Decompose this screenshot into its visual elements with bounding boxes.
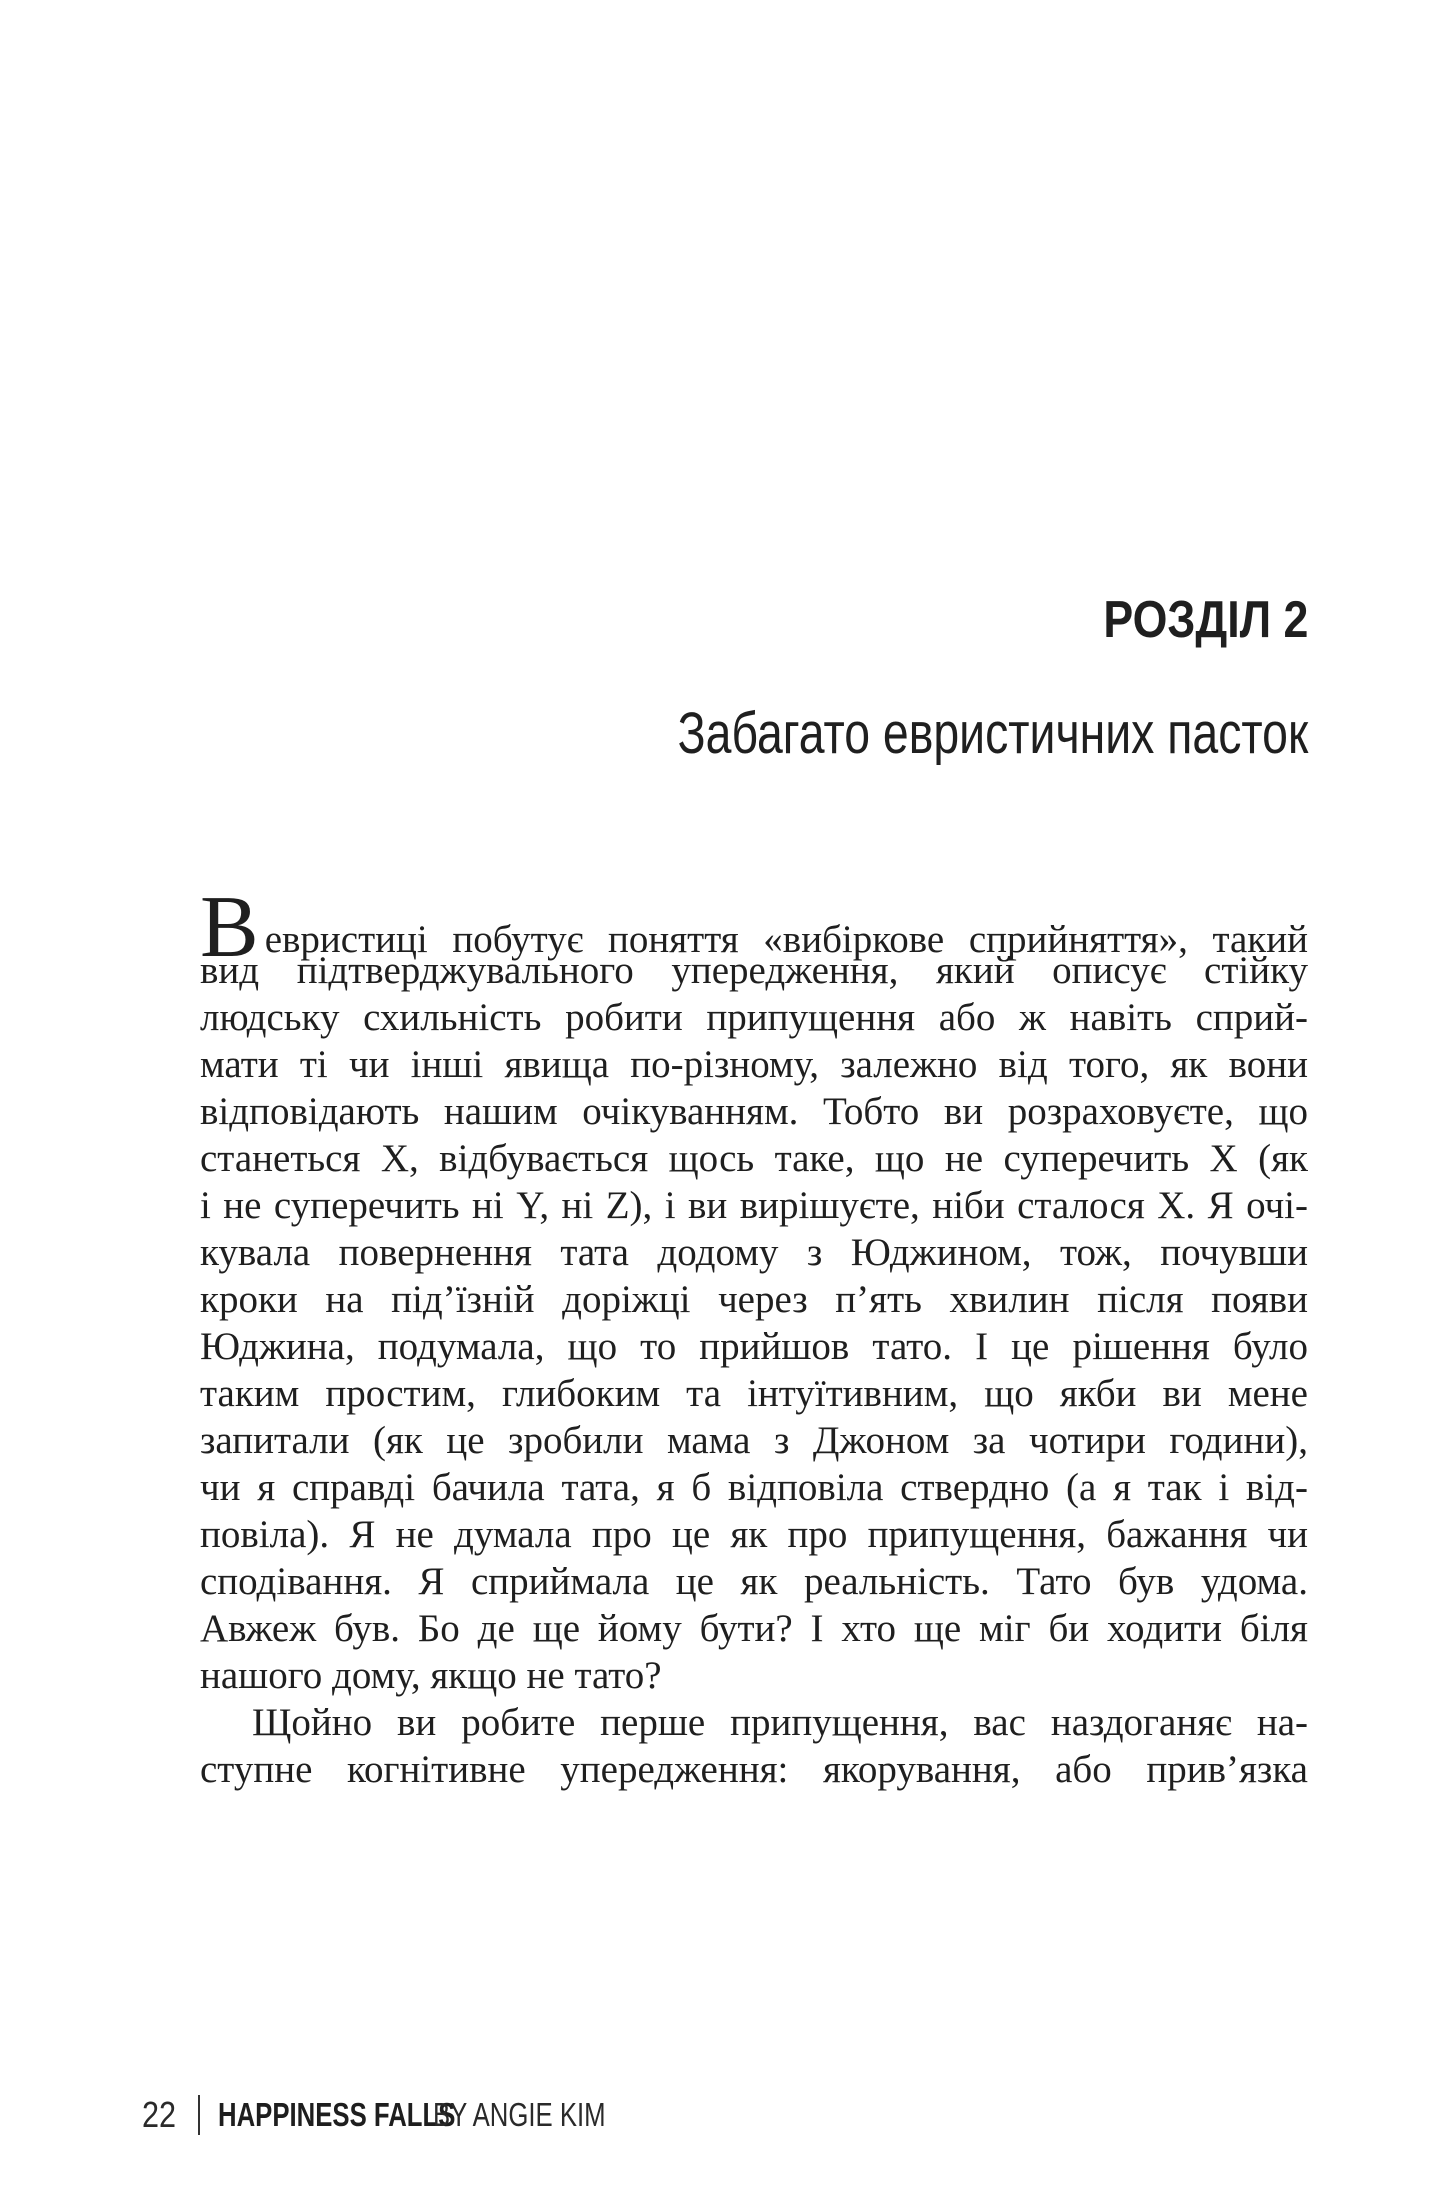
text-line-content: евристиці побутує поняття «вибіркове сприйняття», такий (264, 918, 1308, 961)
text-line: повіла). Я не думала про це як про припущення, бажання чи (200, 1513, 1308, 1556)
drop-cap: В (200, 879, 259, 976)
text-line: вид підтверджувального упередження, який описує стійку (200, 949, 1308, 992)
text-line: чи я справді бачила тата, я б відповіла ствердно (а я так і від- (200, 1466, 1308, 1509)
text-line: людську схильність робити припущення або ж навіть сприй- (200, 996, 1308, 1039)
chapter-title: Забагато евристичних пасток (677, 701, 1308, 766)
paragraph-1 (200, 879, 1308, 1699)
text-line: таким простим, глибоким та інтуїтивним, що якби ви мене (200, 1372, 1308, 1415)
book-author: BY ANGIE KIM (433, 2096, 606, 2133)
text-line: ступне когнітивне упередження: якорування, або прив’язка (200, 1748, 1308, 1791)
page-footer (142, 2090, 654, 2140)
text-line: станеться X, відбувається щось таке, що не суперечить X (як (200, 1137, 1308, 1180)
text-line: нашого дому, якщо не тато? (200, 1654, 662, 1697)
page-number: 22 (142, 2094, 177, 2135)
footer-divider (198, 2095, 200, 2135)
text-line: відповідають нашим очікуванням. Тобто ви розраховуєте, що (200, 1090, 1308, 1133)
body-text (200, 879, 1308, 1793)
text-line: Авжеж був. Бо де ще йому бути? І хто ще міг би ходити біля (200, 1607, 1308, 1650)
chapter-label: РОЗДІЛ 2 (1102, 591, 1308, 649)
text-line: сподівання. Я сприймала це як реальність. Тато був удома. (200, 1560, 1308, 1603)
text-line: Щойно ви робите перше припущення, вас наздоганяє на- (252, 1701, 1308, 1744)
text-line: і не суперечить ні Y, ні Z), і ви вирішуєте, ніби сталося X. Я очі- (200, 1184, 1308, 1227)
text-line: запитали (як це зробили мама з Джоном за чотири години), (200, 1419, 1308, 1462)
book-title: HAPPINESS FALLS (218, 2096, 456, 2133)
paragraph-2 (200, 1699, 1308, 1793)
text-line: кроки на під’їзній доріжці через п’ять хвилин після появи (200, 1278, 1308, 1321)
text-line: кувала повернення тата додому з Юджином, тож, почувши (200, 1231, 1308, 1274)
text-line: Юджина, подумала, що то прийшов тато. І це рішення було (200, 1325, 1308, 1368)
text-line: мати ті чи інші явища по-різному, залежно від того, як вони (200, 1043, 1308, 1086)
